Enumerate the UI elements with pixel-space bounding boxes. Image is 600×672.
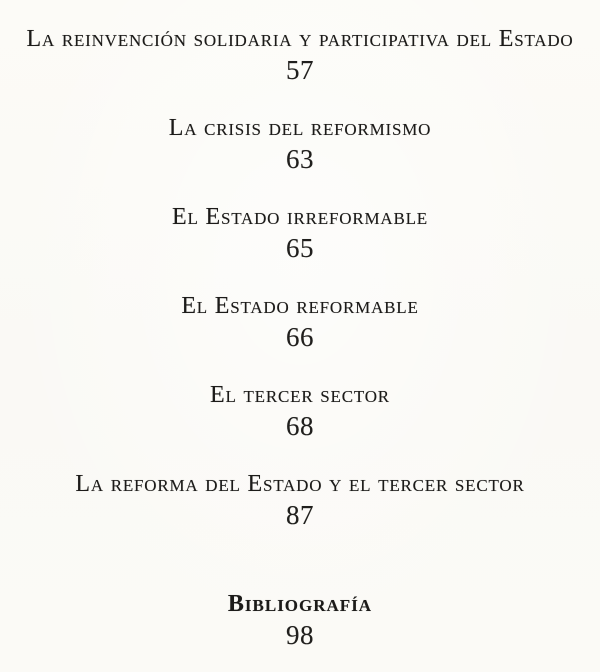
toc-entry-title: El Estado irreformable <box>172 204 428 230</box>
toc-entry-page-number: 87 <box>286 500 314 530</box>
toc-entry-title: La reinvención solidaria y participativa del Estado <box>26 26 574 52</box>
toc-entry-page-number: 63 <box>286 144 314 174</box>
toc-entry-page-number: 57 <box>286 55 314 85</box>
toc-entry-page-number: 68 <box>286 411 314 441</box>
toc-entry <box>0 202 600 264</box>
toc-entry-title: La reforma del Estado y el tercer sector <box>75 471 525 497</box>
toc-entry <box>0 380 600 442</box>
toc-entry <box>0 24 600 86</box>
toc-entry-title: El Estado reformable <box>181 293 419 319</box>
toc-entry-bibliography <box>0 589 600 651</box>
toc-entry <box>0 291 600 353</box>
toc-entry-page-number: 65 <box>286 233 314 263</box>
bibliography-title: Bibliografía <box>227 591 373 617</box>
toc-entry-page-number: 66 <box>286 322 314 352</box>
toc-entry-title: El tercer sector <box>210 382 390 408</box>
toc-entry <box>0 469 600 531</box>
toc-entry <box>0 113 600 175</box>
toc-entry-title: La crisis del reformismo <box>168 115 432 141</box>
bibliography-page-number: 98 <box>286 620 314 650</box>
